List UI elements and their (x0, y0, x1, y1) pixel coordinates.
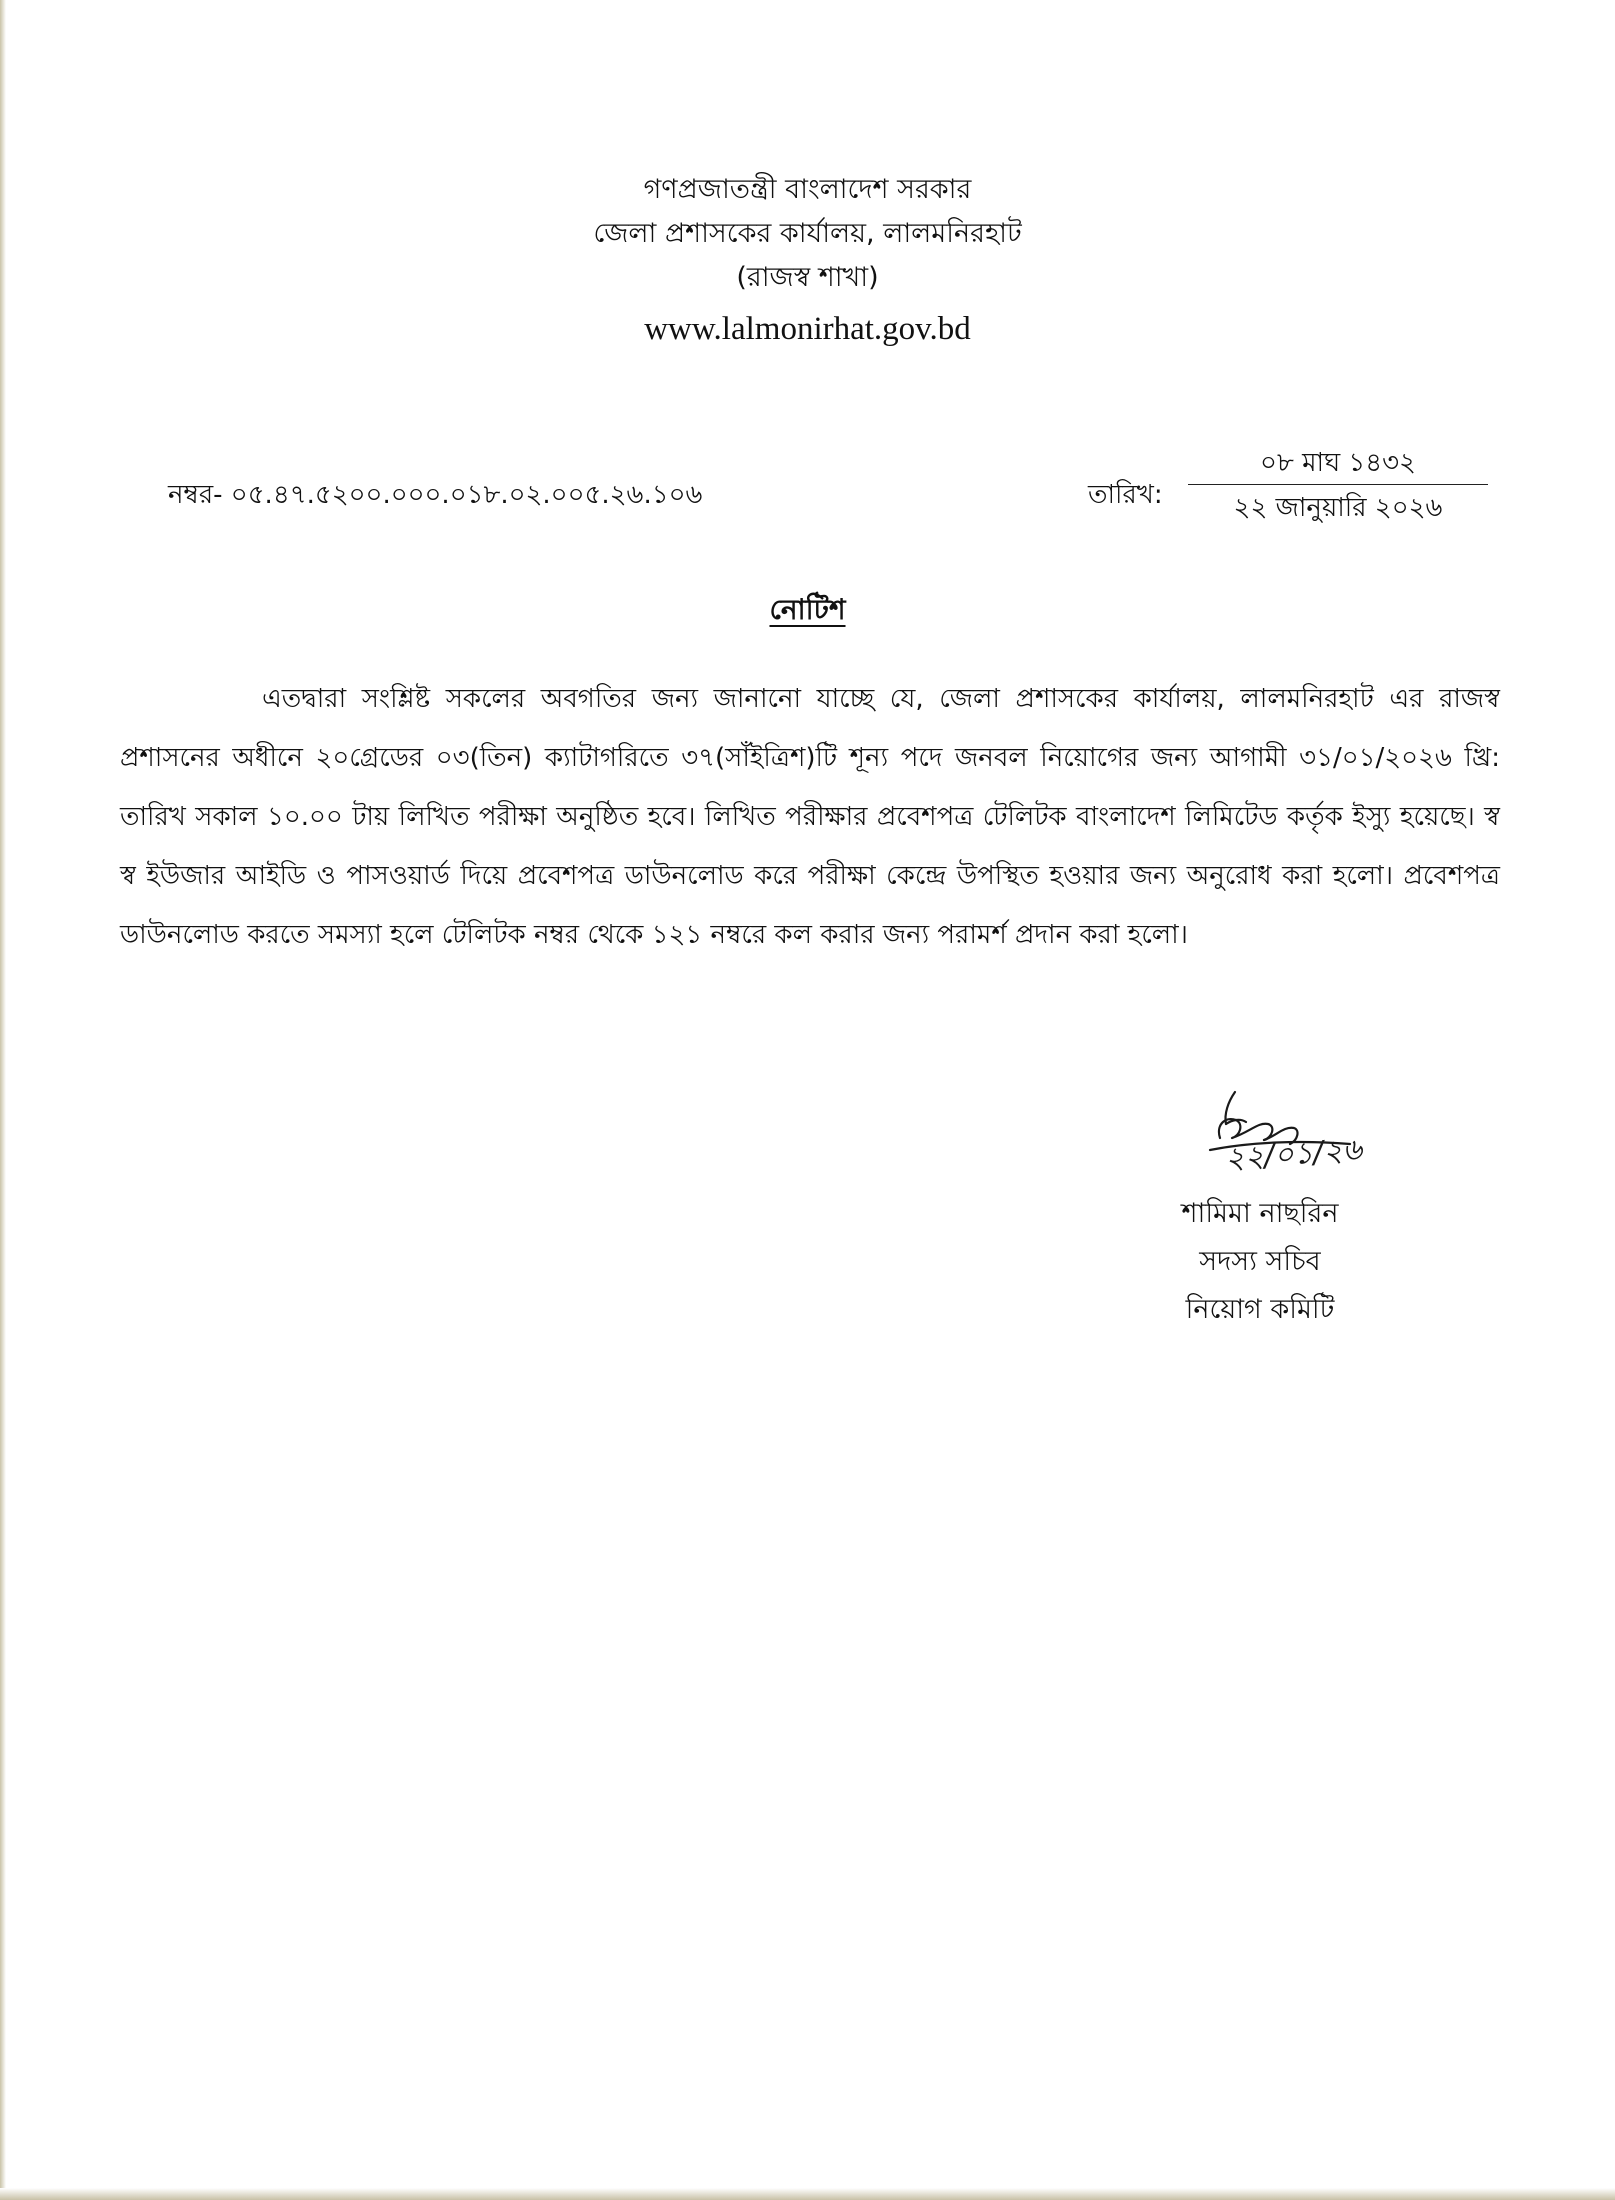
signatory-name: শামিমা নাছরিন (1181, 1198, 1339, 1229)
notice-body: এতদ্বারা সংশ্লিষ্ট সকলের অবগতির জন্য জানানো যাচ্ছে যে, জেলা প্রশাসকের কার্যালয়, লালমনিরহাট এর রাজস্ব প্রশাসনের অধীনে ২০গ্রেডের ০৩(তিন) ক্যাটাগরিতে ৩৭(সাঁইত্রিশ)টি শূন্য পদে জনবল নিয়োগের জন্য আগামী ৩১/০১/২০২৬ খ্রি: তারিখ সকাল ১০.০০ টায় লিখিত পরীক্ষা অনুষ্ঠিত হবে। লিখিত পরীক্ষার প্রবেশপত্র টেলিটক বাংলাদেশ লিমিটেড কর্তৃক ইস্যু হয়েছে। স্ব স্ব ইউজার আইডি ও পাসওয়ার্ড দিয়ে প্রবেশপত্র ডাউনলোড করে পরীক্ষা কেন্দ্রে উপস্থিত হওয়ার জন্য অনুরোধ করা হলো। প্রবেশপত্র ডাউনলোড করতে সমস্যা হলে টেলিটক নম্বর থেকে ১২১ নম্বরে কল করার জন্য পরামর্শ প্রদান করা হলো। (120, 684, 1500, 950)
section-name: (রাজস্ব শাখা) (736, 262, 879, 293)
notice-title-wrap (0, 588, 1615, 635)
scan-edge-bottom (0, 2188, 1615, 2200)
date-gregorian: ২২ জানুয়ারি ২০২৬ (1233, 493, 1443, 523)
signature-date: ২২/০১/২৬ (1223, 1132, 1364, 1177)
letterhead (0, 168, 1615, 354)
date-label: তারিখ: (1088, 480, 1163, 510)
date-divider (1188, 484, 1488, 485)
signatory-block (1140, 1190, 1380, 1334)
government-name: গণপ্রজাতন্ত্রী বাংলাদেশ সরকার (643, 174, 972, 205)
date-block (1188, 446, 1488, 525)
date-bangla: ০৮ মাঘ ১৪৩২ (1260, 448, 1416, 478)
office-name: জেলা প্রশাসকের কার্যালয়, লালমনিরহাট (593, 218, 1022, 249)
signatory-designation: সদস্য সচিব (1199, 1246, 1321, 1277)
signatory-committee: নিয়োগ কমিটি (1185, 1294, 1335, 1325)
website-url: www.lalmonirhat.gov.bd (644, 311, 971, 347)
notice-title: নোটিশ (769, 593, 846, 626)
memo-number: নম্বর- ০৫.৪৭.৫২০০.০০০.০১৮.০২.০০৫.২৬.১০৬ (168, 480, 703, 510)
